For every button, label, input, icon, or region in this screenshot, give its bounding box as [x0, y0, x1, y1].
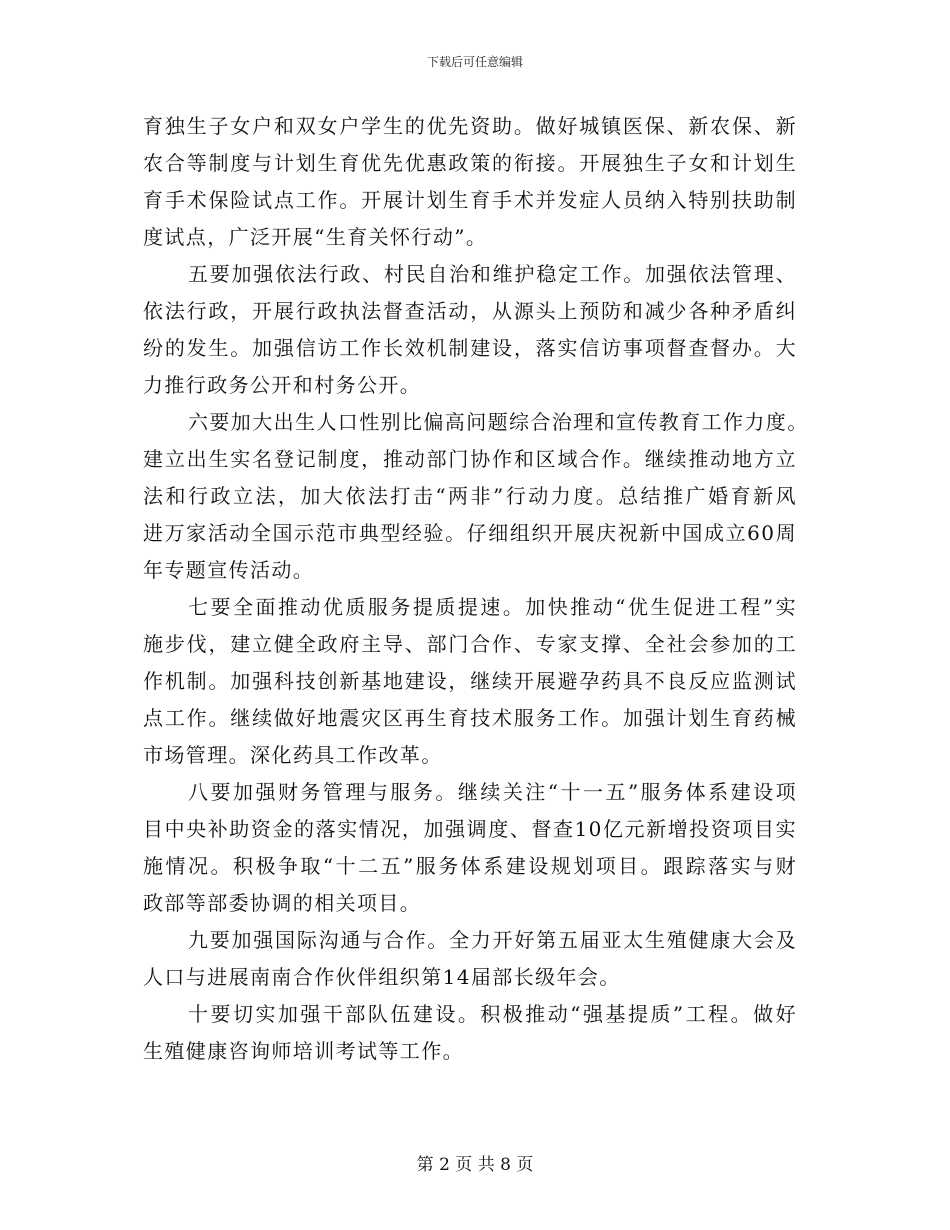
- text-line: 十要切实加强干部队伍建设。积极推动“强基提质”工程。做好: [188, 1002, 797, 1026]
- text-line: 施情况。积极争取“十二五”服务体系建设规划项目。跟踪落实与财: [143, 854, 797, 878]
- text-line: 育独生子女户和双女户学生的优先资助。做好城镇医保、新农保、新: [143, 114, 797, 138]
- text-line: 点工作。继续做好地震灾区再生育技术服务工作。加强计划生育药械: [143, 706, 797, 730]
- text-line: 人口与进展南南合作伙伴组织第14届部长级年会。: [143, 965, 621, 989]
- paragraph: [143, 108, 797, 256]
- text-line: 育手术保险试点工作。开展计划生育手术并发症人员纳入特别扶助制: [143, 188, 797, 212]
- document-body: [143, 108, 809, 1070]
- text-line: 度试点，广泛开展“生育关怀行动”。: [143, 225, 488, 249]
- paragraph: [143, 922, 797, 996]
- text-line: 目中央补助资金的落实情况，加强调度、督查10亿元新增投资项目实: [143, 817, 797, 841]
- text-line: 作机制。加强科技创新基地建设，继续开展避孕药具不良反应监测试: [143, 669, 797, 693]
- text-line: 八要加强财务管理与服务。继续关注“十一五”服务体系建设项: [188, 780, 797, 804]
- text-line: 年专题宣传活动。: [143, 558, 315, 582]
- text-line: 农合等制度与计划生育优先优惠政策的衔接。开展独生子女和计划生: [143, 151, 797, 175]
- paragraph: [143, 774, 797, 922]
- text-line: 纷的发生。加强信访工作长效机制建设，落实信访事项督查督办。大: [143, 336, 797, 360]
- paragraph: [143, 404, 809, 589]
- text-line: 九要加强国际沟通与合作。全力开好第五届亚太生殖健康大会及: [188, 928, 797, 952]
- text-line: 进万家活动全国示范市典型经验。仔细组织开展庆祝新中国成立60周: [143, 521, 797, 545]
- paragraph: [143, 589, 797, 774]
- text-line: 七要全面推动优质服务提质提速。加快推动“优生促进工程”实: [188, 595, 797, 619]
- page-header-note: 下载后可任意编辑: [426, 55, 523, 69]
- text-line: 五要加强依法行政、村民自治和维护稳定工作。加强依法管理、: [188, 262, 797, 286]
- paragraph: [143, 996, 797, 1070]
- text-line: 施步伐，建立健全政府主导、部门合作、专家支撑、全社会参加的工: [143, 632, 797, 656]
- text-line: 六要加大出生人口性别比偏高问题综合治理和宣传教育工作力度。: [188, 410, 809, 434]
- text-line: 政部等部委协调的相关项目。: [143, 891, 422, 915]
- page-number: 第 2 页 共 8 页: [416, 1155, 534, 1175]
- text-line: 生殖健康咨询师培训考试等工作。: [143, 1039, 464, 1063]
- text-line: 法和行政立法，加大依法打击“两非”行动力度。总结推广婚育新风: [143, 484, 797, 508]
- text-line: 依法行政，开展行政执法督查活动，从源头上预防和减少各种矛盾纠: [143, 299, 797, 323]
- paragraph: [143, 256, 797, 404]
- text-line: 建立出生实名登记制度，推动部门协作和区域合作。继续推动地方立: [143, 447, 797, 471]
- text-line: 市场管理。深化药具工作改革。: [143, 743, 443, 767]
- text-line: 力推行政务公开和村务公开。: [143, 373, 422, 397]
